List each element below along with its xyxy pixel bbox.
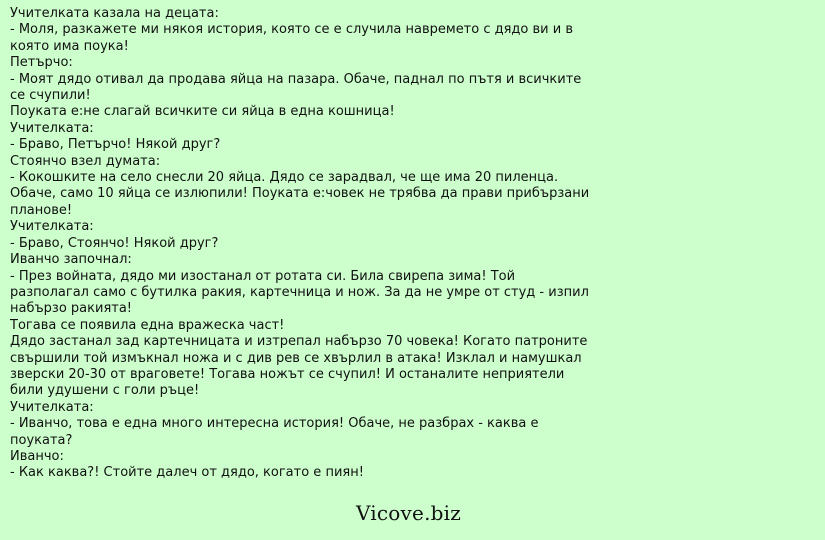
joke-line: - Как каква?! Стойте далеч от дядо, когато е пиян! [10,465,364,481]
joke-line: - Браво, Стоянчо! Някой друг? [10,235,219,251]
joke-line: Дядо застанал зад картечницата и изтрепал набързо 70 човека! Когато патроните свършили той измъкнал ножа и с див рев се хвърлил в атака! Изклал и намушкал зверски 20-30 от враговете! Тогава ножът се счупил! И останалите неприятели били удушени с голи ръце! [10,334,588,399]
joke-line: Учителката: [10,399,94,415]
joke-line: - Кокошките на село снесли 20 яйца. Дядо се зарадвал, че ще има 20 пиленца. Обаче, само 10 яйца се излюпили! Поуката е:човек не трябва да прави прибързани планове! [10,170,590,218]
joke-line: Стоянчо взел думата: [10,153,161,169]
joke-line: Иванчо: [10,448,64,464]
joke-line: Учителката: [10,219,94,235]
watermark-text: Vicove.biz [356,501,461,525]
joke-line: Учителката казала на децата: [10,6,219,21]
joke-line: - Браво, Петърчо! Някой друг? [10,137,221,153]
joke-line: Учителката: [10,120,94,136]
joke-line: - Моля, разкажете ми някоя история, която се е случила навремето с дядо ви и в която има поука! [10,22,573,54]
joke-line: - През войната, дядо ми изостанал от ротата си. Била свирепа зима! Той разполагал само с бутилка ракия, картечница и нож. За да не умре от студ - изпил набързо ракията! [10,268,589,317]
site-watermark [0,501,825,525]
joke-line: - Иванчо, това е една много интересна история! Обаче, не разбрах - каква е поуката? [10,416,539,448]
joke-line: - Моят дядо отивал да продава яйца на пазара. Обаче, паднал по пътя и всичките се счупили! [10,71,582,104]
joke-line: Иванчо започнал: [10,252,132,268]
joke-line: Поуката е:не слагай всичките си яйца в една кошница! [10,104,395,120]
joke-line: Тогава се появила една вражеска част! [10,317,285,333]
joke-text [10,6,590,482]
joke-line: Петърчо: [10,55,73,71]
